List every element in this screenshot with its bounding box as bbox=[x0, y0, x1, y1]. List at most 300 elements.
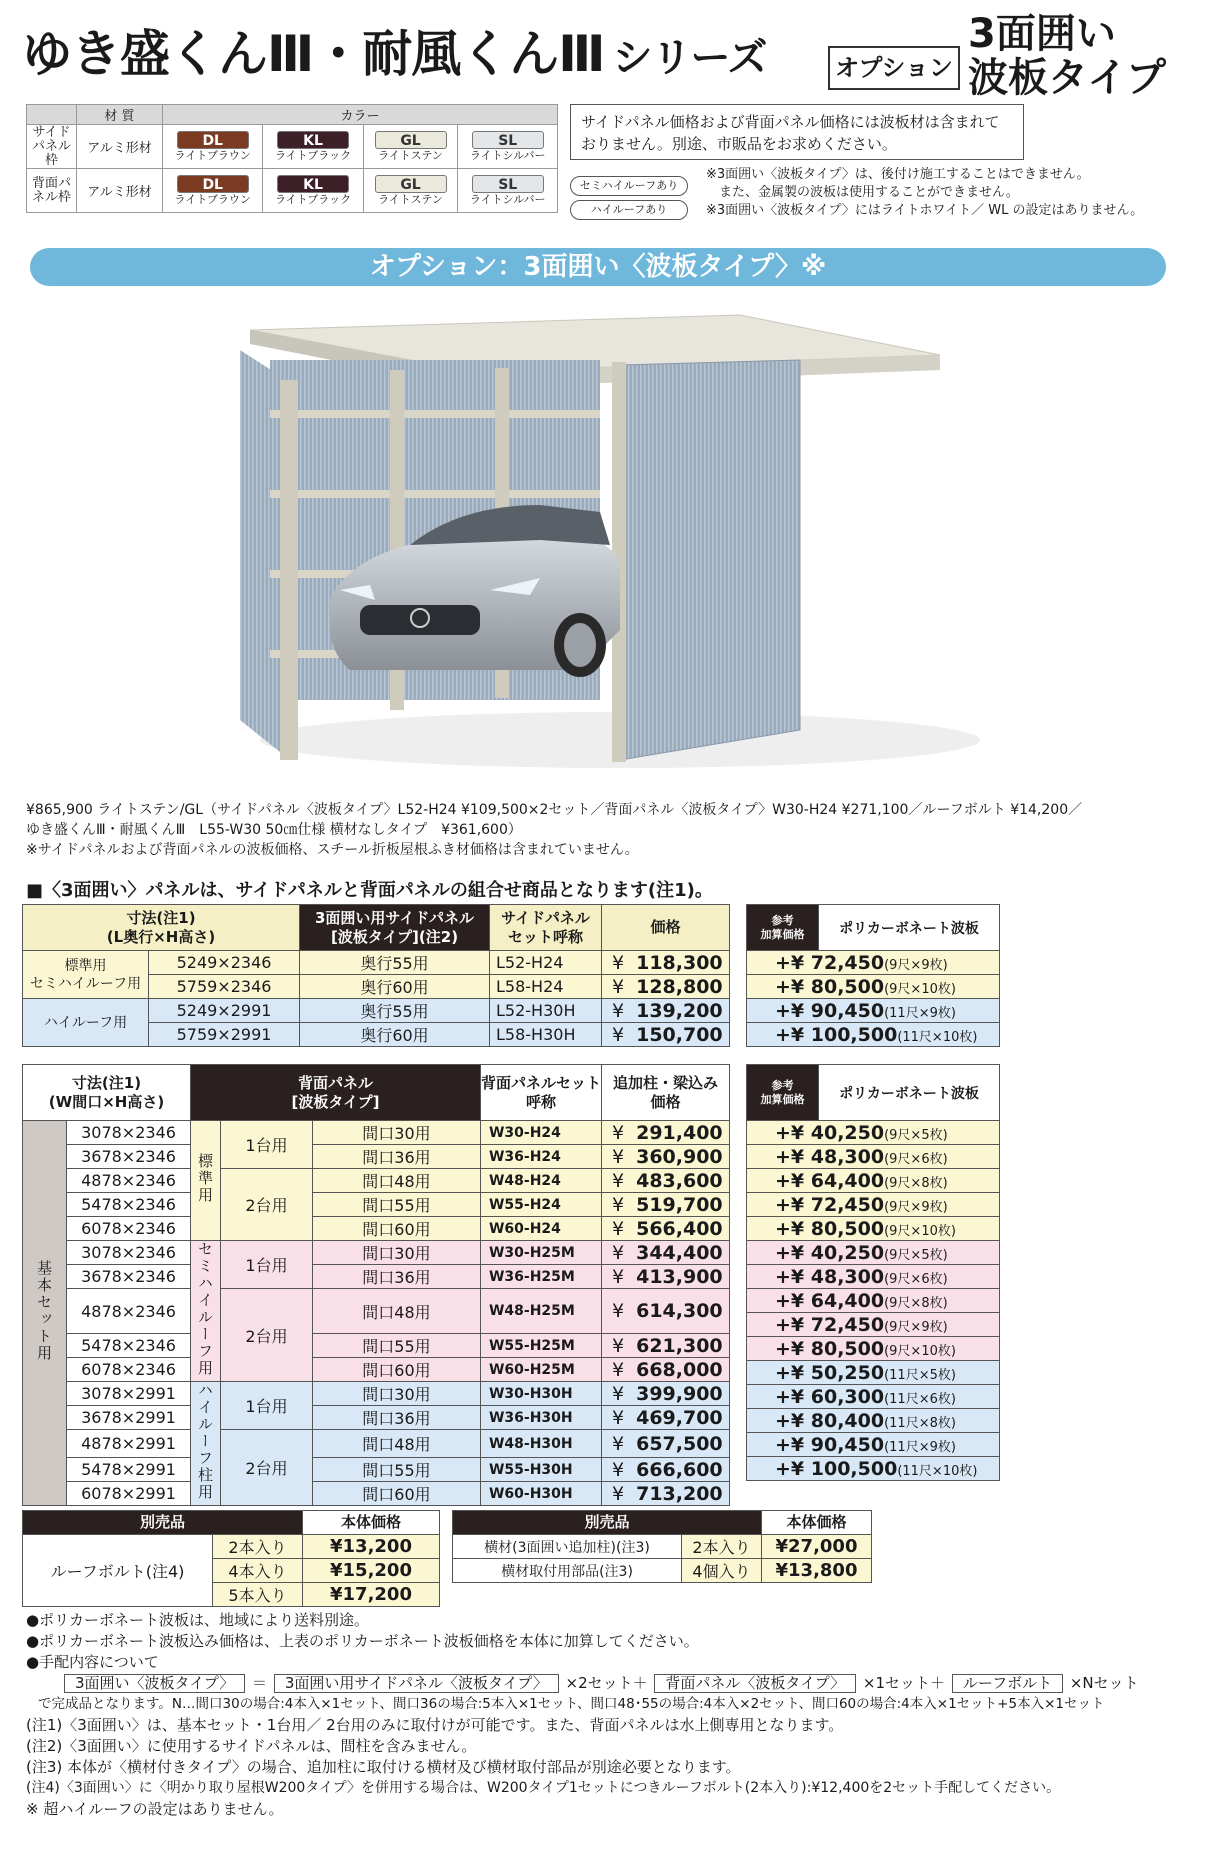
col-set-code: 背面パネルセット 呼称 bbox=[480, 1065, 601, 1121]
type-label-text: ハイルーフ柱用 bbox=[196, 1382, 214, 1501]
ref-sub: (9尺×9枚) bbox=[884, 957, 948, 973]
price bbox=[602, 1121, 730, 1145]
color-swatch: SL bbox=[472, 175, 544, 193]
plus-yen: +¥ bbox=[775, 1265, 811, 1288]
set-code: W30-H30H bbox=[480, 1382, 601, 1406]
price-value: 139,200 bbox=[636, 999, 723, 1022]
table-row bbox=[23, 1430, 730, 1458]
table-row bbox=[23, 1241, 730, 1265]
color-cell bbox=[263, 125, 363, 169]
footer-note: (注4)〈3面囲い〉に〈明かり取り屋根W200タイプ〉を併用する場合は、W200タイプ1セットにつきルーフボルト(2本入り):¥12,400を2セット手配してください。 bbox=[26, 1780, 1061, 1796]
yen-sign: ¥ bbox=[612, 1458, 625, 1481]
table-row bbox=[23, 1358, 730, 1382]
caption-line: ゆき盛くんⅢ・耐風くんⅢ L55-W30 50㎝仕様 横材なしタイプ ¥361,600） bbox=[26, 822, 522, 838]
formula-item: 3面囲い用サイドパネル〈波板タイプ〉 bbox=[274, 1674, 559, 1693]
group-label-line: 標準用 bbox=[64, 957, 107, 974]
footer-note: (注2)〈3面囲い〉に使用するサイドパネルは、間柱を含みません。 bbox=[26, 1737, 477, 1755]
order-formula bbox=[26, 1673, 1206, 1694]
table-row bbox=[23, 999, 730, 1023]
formula-op: ＝ bbox=[252, 1674, 268, 1692]
col-size: 寸法(注1) (W間口×H高さ) bbox=[23, 1065, 191, 1121]
width-label: 間口60用 bbox=[313, 1217, 481, 1241]
side-note: また、金属製の波板は使用することができません。 bbox=[706, 185, 1019, 200]
ref-price bbox=[747, 1169, 1000, 1193]
ref-price bbox=[747, 975, 1000, 999]
color-cell bbox=[163, 169, 263, 213]
table-row bbox=[23, 1145, 730, 1169]
ref-sub: (9尺×8枚) bbox=[884, 1295, 948, 1311]
color-name: ライトブラウン bbox=[174, 149, 251, 162]
ref-price bbox=[747, 1313, 1000, 1337]
plus-yen: +¥ bbox=[775, 1145, 811, 1168]
size: 4878×2346 bbox=[67, 1169, 191, 1193]
size: 5478×2346 bbox=[67, 1334, 191, 1358]
width-label: 間口30用 bbox=[313, 1121, 481, 1145]
color-cell bbox=[163, 125, 263, 169]
type-label-text: 標準用 bbox=[196, 1153, 214, 1204]
ref-price bbox=[747, 1145, 1000, 1169]
yen-sign: ¥ bbox=[612, 975, 625, 998]
photo-caption bbox=[26, 800, 1206, 860]
ref-sub: (9尺×8枚) bbox=[884, 1175, 948, 1191]
size: 5759×2346 bbox=[149, 975, 300, 999]
ref-sub: (9尺×10枚) bbox=[884, 1343, 956, 1359]
price-value: 291,400 bbox=[636, 1121, 723, 1144]
color-cell bbox=[363, 125, 458, 169]
color-cell bbox=[458, 169, 558, 213]
width-label: 間口55用 bbox=[313, 1334, 481, 1358]
set-label-text: 基本セット用 bbox=[35, 1260, 53, 1362]
price: ¥13,200 bbox=[303, 1535, 440, 1559]
size: 6078×2346 bbox=[67, 1217, 191, 1241]
price bbox=[602, 999, 730, 1023]
type-label bbox=[191, 1241, 221, 1382]
ref-sub: (11尺×9枚) bbox=[884, 1439, 956, 1455]
color-swatch: GL bbox=[375, 131, 447, 149]
plus-yen: +¥ bbox=[775, 951, 811, 974]
ref-value: 50,250 bbox=[810, 1361, 885, 1384]
depth: 奥行55用 bbox=[300, 951, 490, 975]
color-name: ライトブラウン bbox=[174, 193, 251, 206]
yen-sign: ¥ bbox=[612, 1300, 625, 1322]
ref-row bbox=[747, 1361, 1000, 1385]
price bbox=[602, 1334, 730, 1358]
sep-header: 別売品 bbox=[453, 1511, 762, 1535]
size: 4878×2346 bbox=[67, 1289, 191, 1334]
price-value: 483,600 bbox=[636, 1169, 723, 1192]
caption-line: ※サイドパネルおよび背面パネルの波板価格、スチール折板屋根ふき材価格は含まれていません。 bbox=[26, 842, 639, 858]
price-value: 621,300 bbox=[636, 1334, 723, 1357]
ref-row bbox=[747, 1337, 1000, 1361]
option-label: オプション bbox=[828, 46, 960, 90]
price-value: 713,200 bbox=[636, 1482, 723, 1505]
ref-sub: (9尺×5枚) bbox=[884, 1127, 948, 1143]
color-name: ライトシルバー bbox=[469, 149, 546, 162]
width-label: 間口30用 bbox=[313, 1241, 481, 1265]
color-swatch: KL bbox=[277, 175, 349, 193]
color-row bbox=[27, 169, 558, 213]
price-value: 469,700 bbox=[636, 1406, 723, 1429]
yen-sign: ¥ bbox=[612, 1265, 625, 1288]
type-title bbox=[968, 12, 1166, 100]
color-swatch: SL bbox=[472, 131, 544, 149]
plus-yen: +¥ bbox=[775, 1409, 811, 1432]
set-code: W36-H24 bbox=[480, 1145, 601, 1169]
ref-price bbox=[747, 1433, 1000, 1457]
ref-price bbox=[747, 1289, 1000, 1313]
size: 5759×2991 bbox=[149, 1023, 300, 1047]
qty: 2本入り bbox=[213, 1535, 303, 1559]
color-name: ライトブラック bbox=[274, 193, 352, 206]
ref-price bbox=[747, 1385, 1000, 1409]
ref-value: 90,450 bbox=[810, 999, 885, 1022]
depth: 奥行60用 bbox=[300, 975, 490, 999]
option-banner: オプション：3面囲い〈波板タイプ〉※ bbox=[30, 248, 1166, 286]
plus-yen: +¥ bbox=[775, 1169, 811, 1192]
size: 5249×2991 bbox=[149, 999, 300, 1023]
yen-sign: ¥ bbox=[612, 1145, 625, 1168]
ref-value: 72,450 bbox=[810, 1313, 885, 1336]
ref-value: 80,400 bbox=[810, 1409, 885, 1432]
price-value: 344,400 bbox=[636, 1241, 723, 1264]
plus-yen: +¥ bbox=[775, 1193, 811, 1216]
ref-sub: (9尺×6枚) bbox=[884, 1271, 948, 1287]
crossbar-table bbox=[452, 1510, 872, 1583]
plus-yen: +¥ bbox=[775, 1217, 811, 1240]
price bbox=[602, 1241, 730, 1265]
side-notes bbox=[706, 166, 1143, 220]
yen-sign: ¥ bbox=[612, 999, 625, 1022]
ref-row bbox=[747, 1457, 1000, 1481]
ref-sub: (9尺×5枚) bbox=[884, 1247, 948, 1263]
material: アルミ形材 bbox=[77, 125, 163, 169]
color-name: ライトステン bbox=[378, 193, 443, 206]
price-value: 150,700 bbox=[636, 1023, 723, 1046]
footer-notes bbox=[26, 1610, 1206, 1820]
yen-sign: ¥ bbox=[612, 1432, 625, 1455]
pill-high-roof: ハイルーフあり bbox=[570, 200, 688, 220]
type-line2: 波板タイプ bbox=[968, 55, 1166, 101]
item-name: 横材(3面囲い追加柱)(注3) bbox=[453, 1535, 682, 1559]
color-name: ライトブラック bbox=[274, 149, 352, 162]
size: 5478×2991 bbox=[67, 1458, 191, 1482]
group-label bbox=[23, 951, 149, 999]
price: ¥17,200 bbox=[303, 1583, 440, 1607]
qty: 4本入り bbox=[213, 1559, 303, 1583]
title-main: ゆき盛くんⅢ・耐風くんⅢ bbox=[22, 25, 605, 83]
price: ¥13,800 bbox=[762, 1559, 872, 1583]
price-value: 360,900 bbox=[636, 1145, 723, 1168]
ref-row bbox=[747, 1241, 1000, 1265]
ref-price bbox=[747, 1241, 1000, 1265]
caption-line: ¥865,900 ライトステン/GL（サイドパネル〈波板タイプ〉L52-H24 ¥109,500×2セット／背面パネル〈波板タイプ〉W30-H24 ¥271,100／ルーフボルト ¥14,200／ bbox=[26, 802, 1083, 818]
size: 6078×2346 bbox=[67, 1358, 191, 1382]
set-code: W55-H30H bbox=[480, 1458, 601, 1482]
ref-sub: (9尺×9枚) bbox=[884, 1319, 948, 1335]
ref-header-polycarb: ポリカーボネート波板 bbox=[819, 905, 1000, 951]
part-label: 背面パネル枠 bbox=[27, 169, 77, 213]
set-label bbox=[23, 1121, 67, 1506]
set-code: L58-H30H bbox=[490, 1023, 602, 1047]
item-name: 横材取付用部品(注3) bbox=[453, 1559, 682, 1583]
table-row bbox=[23, 1458, 730, 1482]
ref-sub: (11尺×9枚) bbox=[884, 1005, 956, 1021]
price bbox=[602, 1458, 730, 1482]
yen-sign: ¥ bbox=[612, 1406, 625, 1429]
section-heading: ■〈3面囲い〉パネルは、サイドパネルと背面パネルの組合せ商品となります(注1)。 bbox=[26, 880, 713, 901]
ref-value: 100,500 bbox=[810, 1457, 898, 1480]
col-set-code: サイドパネル セット呼称 bbox=[490, 905, 602, 951]
ref-row bbox=[747, 1313, 1000, 1337]
set-code: W30-H25M bbox=[480, 1241, 601, 1265]
ref-price bbox=[747, 999, 1000, 1023]
price bbox=[602, 1169, 730, 1193]
type-label-text: セミハイルーフ用 bbox=[196, 1241, 214, 1377]
footer-note: ※ 超ハイルーフの設定はありません。 bbox=[26, 1800, 284, 1818]
set-code: W55-H25M bbox=[480, 1334, 601, 1358]
set-code: L52-H30H bbox=[490, 999, 602, 1023]
table-row bbox=[23, 1406, 730, 1430]
ref-row bbox=[747, 975, 1000, 999]
color-swatch: DL bbox=[177, 175, 249, 193]
price bbox=[602, 975, 730, 999]
ref-sub: (9尺×6枚) bbox=[884, 1151, 948, 1167]
price bbox=[602, 1430, 730, 1458]
ref-row bbox=[747, 1289, 1000, 1313]
ref-sub: (11尺×10枚) bbox=[897, 1463, 978, 1479]
ref-price bbox=[747, 1217, 1000, 1241]
price: ¥27,000 bbox=[762, 1535, 872, 1559]
set-code: W48-H30H bbox=[480, 1430, 601, 1458]
ref-price bbox=[747, 1193, 1000, 1217]
ref-sub: (9尺×9枚) bbox=[884, 1199, 948, 1215]
group-label-line: ハイルーフ用 bbox=[43, 1014, 128, 1031]
width-label: 間口55用 bbox=[313, 1458, 481, 1482]
price bbox=[602, 1358, 730, 1382]
yen-sign: ¥ bbox=[612, 1358, 625, 1381]
part-label: サイドパネル枠 bbox=[27, 125, 77, 169]
formula-op: ×2セット＋ bbox=[565, 1674, 648, 1692]
width-label: 間口36用 bbox=[313, 1145, 481, 1169]
size: 3078×2991 bbox=[67, 1382, 191, 1406]
width-label: 間口55用 bbox=[313, 1193, 481, 1217]
notes-box: サイドパネル価格および背面パネル価格には波板材は含まれておりません。別途、市販品をお求めください。 bbox=[570, 104, 1024, 160]
yen-sign: ¥ bbox=[612, 951, 625, 974]
width-label: 間口36用 bbox=[313, 1406, 481, 1430]
price-value: 519,700 bbox=[636, 1193, 723, 1216]
ref-price bbox=[747, 1121, 1000, 1145]
ref-row bbox=[747, 1169, 1000, 1193]
ref-value: 72,450 bbox=[810, 1193, 885, 1216]
price bbox=[602, 1289, 730, 1334]
price-value: 668,000 bbox=[636, 1358, 723, 1381]
size: 5478×2346 bbox=[67, 1193, 191, 1217]
ref-row bbox=[747, 1409, 1000, 1433]
plus-yen: +¥ bbox=[775, 1289, 811, 1312]
set-code: L52-H24 bbox=[490, 951, 602, 975]
plus-yen: +¥ bbox=[775, 1457, 811, 1480]
pill-semi-high-roof: セミハイルーフあり bbox=[570, 176, 688, 196]
price bbox=[602, 1023, 730, 1047]
set-code: W30-H24 bbox=[480, 1121, 601, 1145]
ref-sub: (11尺×10枚) bbox=[897, 1029, 978, 1045]
color-name: ライトシルバー bbox=[469, 193, 546, 206]
unit-label: 1台用 bbox=[221, 1241, 313, 1289]
plus-yen: +¥ bbox=[775, 1121, 811, 1144]
size: 5249×2346 bbox=[149, 951, 300, 975]
set-code: W55-H24 bbox=[480, 1193, 601, 1217]
qty: 2本入り bbox=[682, 1535, 762, 1559]
ref-price bbox=[747, 951, 1000, 975]
ref-value: 48,300 bbox=[810, 1145, 885, 1168]
ref-value: 80,500 bbox=[810, 1337, 885, 1360]
price-value: 399,900 bbox=[636, 1382, 723, 1405]
table-row bbox=[453, 1535, 872, 1559]
col-back-panel: 背面パネル [波板タイプ] bbox=[191, 1065, 481, 1121]
col-size: 寸法(注1) (L奥行×H高さ) bbox=[23, 905, 300, 951]
color-table-header: カラー bbox=[163, 105, 558, 125]
side-ref-table bbox=[746, 904, 1000, 1047]
plus-yen: +¥ bbox=[775, 999, 811, 1022]
material: アルミ形材 bbox=[77, 169, 163, 213]
table-row bbox=[23, 1217, 730, 1241]
col-price: 追加柱・梁込み 価格 bbox=[602, 1065, 730, 1121]
plus-yen: +¥ bbox=[775, 1313, 811, 1336]
ref-sub: (11尺×5枚) bbox=[884, 1367, 956, 1383]
ref-price bbox=[747, 1337, 1000, 1361]
color-cell bbox=[458, 125, 558, 169]
table-row bbox=[23, 1169, 730, 1193]
ref-row bbox=[747, 1121, 1000, 1145]
ref-header: 参考 加算価格 bbox=[747, 905, 819, 951]
ref-value: 64,400 bbox=[810, 1169, 885, 1192]
plus-yen: +¥ bbox=[775, 1337, 811, 1360]
ref-row bbox=[747, 999, 1000, 1023]
qty: 5本入り bbox=[213, 1583, 303, 1607]
ref-value: 90,450 bbox=[810, 1433, 885, 1456]
footer-bullet: ●ポリカーボネート波板込み価格は、上表のポリカーボネート波板価格を本体に加算してください。 bbox=[26, 1632, 699, 1650]
col-price: 価格 bbox=[602, 905, 730, 951]
ref-value: 80,500 bbox=[810, 975, 885, 998]
item-name: ルーフボルト(注4) bbox=[23, 1535, 213, 1607]
ref-row bbox=[747, 1193, 1000, 1217]
color-table-header: 材 質 bbox=[77, 105, 163, 125]
ref-value: 80,500 bbox=[810, 1217, 885, 1240]
page-title bbox=[22, 14, 767, 86]
side-panel-table bbox=[22, 904, 730, 1047]
ref-row bbox=[747, 951, 1000, 975]
ref-row bbox=[747, 1433, 1000, 1457]
formula-item: ルーフボルト bbox=[952, 1674, 1063, 1693]
width-label: 間口48用 bbox=[313, 1430, 481, 1458]
ref-price bbox=[747, 1457, 1000, 1481]
ref-value: 72,450 bbox=[810, 951, 885, 974]
formula-item: 3面囲い〈波板タイプ〉 bbox=[64, 1674, 245, 1693]
width-label: 間口60用 bbox=[313, 1482, 481, 1506]
table-row bbox=[23, 1265, 730, 1289]
price-value: 566,400 bbox=[636, 1217, 723, 1240]
price bbox=[602, 1382, 730, 1406]
yen-sign: ¥ bbox=[612, 1241, 625, 1264]
width-label: 間口30用 bbox=[313, 1382, 481, 1406]
table-row bbox=[23, 1289, 730, 1334]
set-code: W48-H24 bbox=[480, 1169, 601, 1193]
ref-row bbox=[747, 1265, 1000, 1289]
color-table bbox=[26, 104, 558, 213]
ref-sub: (9尺×10枚) bbox=[884, 981, 956, 997]
set-code: W60-H25M bbox=[480, 1358, 601, 1382]
table-row bbox=[23, 1193, 730, 1217]
color-swatch: KL bbox=[277, 131, 349, 149]
footer-bullet: ●ポリカーボネート波板は、地域により送料別途。 bbox=[26, 1611, 369, 1629]
plus-yen: +¥ bbox=[775, 1433, 811, 1456]
ref-value: 40,250 bbox=[810, 1241, 885, 1264]
plus-yen: +¥ bbox=[775, 975, 811, 998]
size: 3078×2346 bbox=[67, 1121, 191, 1145]
set-code: W36-H30H bbox=[480, 1406, 601, 1430]
yen-sign: ¥ bbox=[612, 1169, 625, 1192]
yen-sign: ¥ bbox=[612, 1023, 625, 1046]
sep-header: 本体価格 bbox=[303, 1511, 440, 1535]
size: 6078×2991 bbox=[67, 1482, 191, 1506]
ref-sub: (9尺×10枚) bbox=[884, 1223, 956, 1239]
table-row bbox=[23, 1535, 440, 1559]
back-panel-table bbox=[22, 1064, 730, 1506]
back-ref-table bbox=[746, 1064, 1000, 1481]
unit-label: 2台用 bbox=[221, 1430, 313, 1506]
unit-label: 2台用 bbox=[221, 1169, 313, 1241]
yen-sign: ¥ bbox=[612, 1482, 625, 1505]
ref-sub: (11尺×6枚) bbox=[884, 1391, 956, 1407]
ref-row bbox=[747, 1217, 1000, 1241]
plus-yen: +¥ bbox=[775, 1023, 811, 1046]
set-code: L58-H24 bbox=[490, 975, 602, 999]
depth: 奥行55用 bbox=[300, 999, 490, 1023]
size: 3078×2346 bbox=[67, 1241, 191, 1265]
unit-label: 2台用 bbox=[221, 1289, 313, 1382]
price-value: 666,600 bbox=[636, 1458, 723, 1481]
width-label: 間口60用 bbox=[313, 1358, 481, 1382]
size: 3678×2346 bbox=[67, 1265, 191, 1289]
qty: 4個入り bbox=[682, 1559, 762, 1583]
width-label: 間口36用 bbox=[313, 1265, 481, 1289]
yen-sign: ¥ bbox=[612, 1382, 625, 1405]
sep-header: 本体価格 bbox=[762, 1511, 872, 1535]
type-label bbox=[191, 1121, 221, 1241]
ref-price bbox=[747, 1265, 1000, 1289]
ref-value: 40,250 bbox=[810, 1121, 885, 1144]
table-row bbox=[23, 1382, 730, 1406]
ref-row bbox=[747, 1385, 1000, 1409]
type-label bbox=[191, 1382, 221, 1506]
group-label bbox=[23, 999, 149, 1047]
formula-op: ×Nセット bbox=[1069, 1674, 1139, 1692]
roof-bolt-table bbox=[22, 1510, 440, 1607]
size: 3678×2346 bbox=[67, 1145, 191, 1169]
width-label: 間口48用 bbox=[313, 1289, 481, 1334]
plus-yen: +¥ bbox=[775, 1241, 811, 1264]
set-code: W48-H25M bbox=[480, 1289, 601, 1334]
price bbox=[602, 1217, 730, 1241]
plus-yen: +¥ bbox=[775, 1361, 811, 1384]
price bbox=[602, 1265, 730, 1289]
price bbox=[602, 1406, 730, 1430]
title-series: シリーズ bbox=[612, 35, 767, 81]
width-label: 間口48用 bbox=[313, 1169, 481, 1193]
yen-sign: ¥ bbox=[612, 1334, 625, 1357]
price-value: 118,300 bbox=[636, 951, 723, 974]
side-note: ※3面囲い〈波板タイプ〉にはライトホワイト／ WL の設定はありません。 bbox=[706, 203, 1144, 218]
